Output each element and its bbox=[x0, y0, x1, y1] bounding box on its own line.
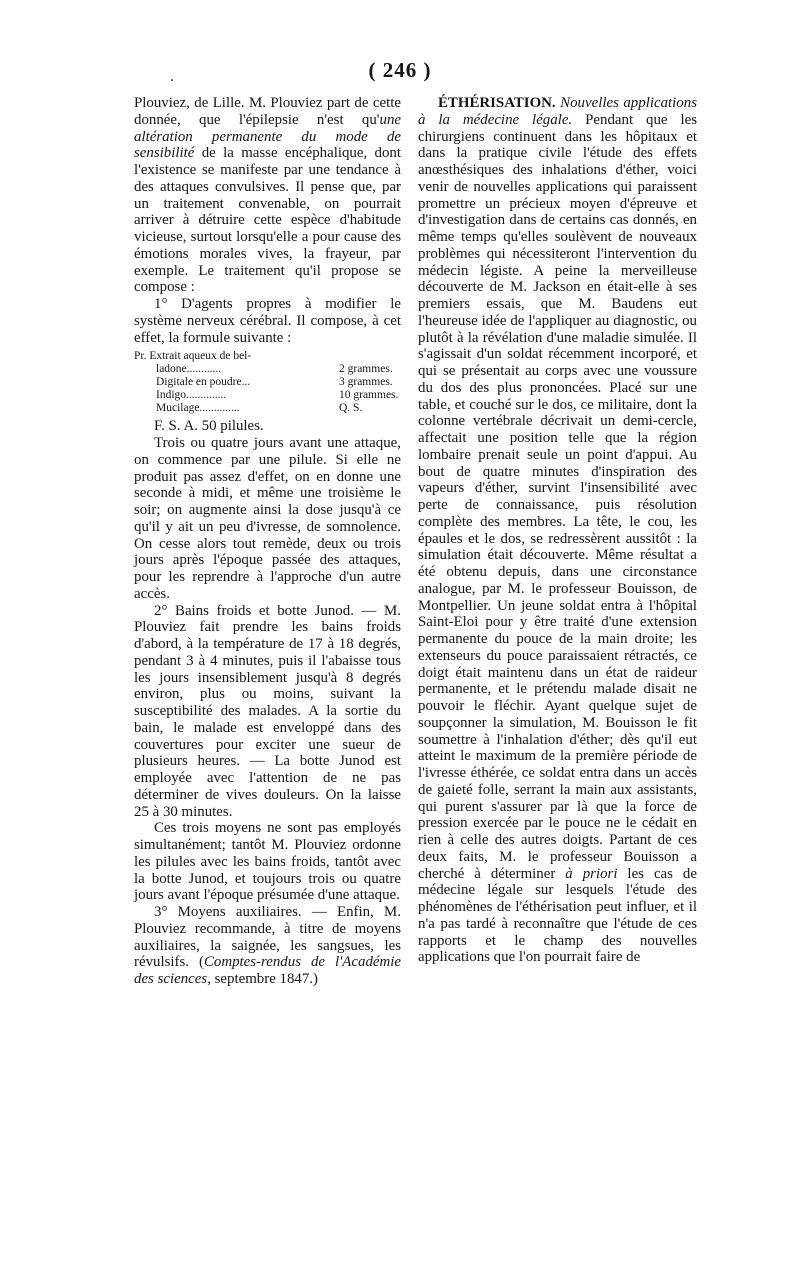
a-priori-emphasis: à priori bbox=[565, 865, 618, 882]
formula-quantity: 3 grammes. bbox=[339, 376, 393, 389]
formula-ingredient: Indigo.............. bbox=[156, 389, 227, 402]
etherisation-text: Pendant que les chirurgiens continuent dans les hôpitaux et dans la pratique civile l'étude des effets anœsthésiques des inhalations d'éther, voici venir de nouvelles applications qui paraissent promettre un précieux moyen d'épreuve et d'investigation dans de certains cas donnés, en même temps qu'elles soulèvent de nouveaux problèmes qui nécessiteront l'intervention du médecin légiste. A peine la merveilleuse découverte de M. Jackson en était-elle à ses premiers essais, que M. Baudens eut l'heureuse idée de l'appliquer au diagnostic, ou plutôt à la révélation d'une maladie simulée. Il s'agissait d'un soldat récemment incorporé, et qui se présentait au corps avec une voussure du dos des plus prononcées. Placé sur une table, et couché sur le dos, ce militaire, dont la colonne vertébrale décrivait un demi-cercle, affectait une position telle que la région lombaire prenait seule un point d'appui. Au bout de quatre minutes d'inspiration des vapeurs d'éther, survint l'insensibilité avec perte de connaissance, puis résolution complète des membres. La tête, le cou, les épaules et le dos, se redressèrent aussitôt : la simulation était découverte. Même résultat a été obtenu depuis, dans une circonstance analogue, par M. le professeur Bouisson, de Montpellier. Un jeune soldat entra à l'hôpital Saint-Eloi pour y être traité d'une extension permanente du pouce de la main droite; les extenseurs du pouce paraissaient rétractés, ce doigt était maintenu dans un état de raideur permanente, et le prétendu malade disait ne pouvoir le fléchir. Ayant quelque sujet de soupçonner la simulation, M. Bouisson le fit soumettre à l'inhalation d'éther; dès qu'il eut atteint le maximum de la première période de l'ivresse éthérée, ce soldat entra dans un accès de gaieté folle, serrant la main aux assistants, qui purent s'assurer par là que la force de pression exercée par le pouce ne le cédait en rien à celle des autres doigts. Partant de ces deux faits, M. le professeur Bouisson a cherché à déterminer bbox=[418, 111, 697, 882]
formula-row bbox=[134, 389, 401, 402]
intro-text-cont: de la masse encéphalique, dont l'existence se manifeste par une tendance à des attaques convulsives. Il pense que, par un traitement convenable, on pourrait arriver à détruire cette espèce d'habitude vicieuse, surtout lorsqu'elle a pour cause des émotions morales vives, la frayeur, par exemple. Le traitement qu'il propose se compose : bbox=[134, 145, 401, 296]
paragraph-baths: 2° Bains froids et botte Junod. — M. Plouviez fait prendre les bains froids d'abord, à la température de 17 à 18 degrés, pendant 3 à 4 minutes, puis il l'abaisse tous les jours insensiblement jusqu'à 8 degrés environ, plus ou moins, suivant la susceptibilité des malades. A la sortie du bain, le malade est enveloppé dans des couvertures pour exciter une sueur de plusieurs heures. — La botte Junod est employée avec l'attention de ne pas déterminer de vives douleurs. On la laisse 25 à 30 minutes. bbox=[134, 602, 401, 820]
formula-ingredient: Mucilage.............. bbox=[156, 402, 240, 415]
paragraph-intro bbox=[134, 95, 401, 296]
margin-mark: . bbox=[170, 68, 174, 85]
formula-ingredient: ladone............ bbox=[156, 363, 222, 376]
paragraph-auxiliary bbox=[134, 904, 401, 988]
paragraph-dosage: Trois ou quatre jours avant une attaque, on commence par une pilule. Si elle ne produit pas assez d'effet, on en donne une seconde à midi, et même une troisième le soir; on augmente ainsi la dose jusqu'à ce qu'il y ait un peu d'ivresse, de somnolence. On cesse alors tout remède, deux ou trois jours après l'époque passée des attaques, pour les reprendre à l'approche d'un autre accès. bbox=[134, 435, 401, 602]
paragraph-agents: 1° D'agents propres à modifier le système nerveux cérébral. Il compose, à cet effet, la formule suivante : bbox=[134, 296, 401, 346]
prescription-formula bbox=[134, 350, 401, 415]
section-heading: ÉTHÉRISATION. bbox=[438, 95, 556, 111]
formula-row bbox=[134, 402, 401, 415]
intro-emphasis: une altération permanente du mode de sensibilité bbox=[134, 111, 401, 162]
citation-source: Comptes-rendus de l'Académie des sciences bbox=[134, 954, 402, 987]
left-column bbox=[134, 95, 401, 988]
formula-quantity: 10 grammes. bbox=[339, 389, 399, 402]
paragraph-combination: Ces trois moyens ne sont pas employés simultanément; tantôt M. Plouviez ordonne les pilules avec les bains froids, tantôt avec la botte Junod, et toujours trois ou quatre jours avant l'époque présumée d'une attaque. bbox=[134, 820, 401, 904]
citation-date: , septembre 1847.) bbox=[207, 971, 319, 987]
formula-ingredient: Pr. Extrait aqueux de bel- bbox=[134, 350, 252, 363]
formula-quantity: Q. S. bbox=[339, 402, 363, 415]
formula-quantity: 2 grammes. bbox=[339, 363, 393, 376]
auxiliary-text: 3° Moyens auxiliaires. — Enfin, M. Plouviez recommande, à titre de moyens auxiliaires, la saignée, les sangsues, les révulsifs. ( bbox=[134, 904, 401, 971]
intro-text: Plouviez, de Lille. M. Plouviez part de cette donnée, que l'épilepsie n'est qu' bbox=[134, 95, 401, 128]
etherisation-text-cont: les cas de médecine légale sur lesquels l'étude des phénomènes de l'éthérisation peut influer, et il n'a pas tardé à reconnaître que l'étude de ces rapports et le champ des nouvelles applications que l'on pourrait faire de bbox=[418, 865, 697, 966]
formula-row bbox=[134, 363, 401, 376]
paragraph-etherisation bbox=[418, 95, 697, 966]
formula-row bbox=[134, 376, 401, 389]
right-column bbox=[418, 95, 697, 966]
page-number: ( 246 ) bbox=[368, 58, 432, 82]
section-subheading: Nouvelles applications à la médecine légale. bbox=[418, 95, 697, 128]
paragraph-pills: F. S. A. 50 pilules. bbox=[154, 418, 264, 435]
formula-ingredient: Digitale en poudre... bbox=[156, 376, 251, 389]
formula-row bbox=[134, 350, 401, 363]
